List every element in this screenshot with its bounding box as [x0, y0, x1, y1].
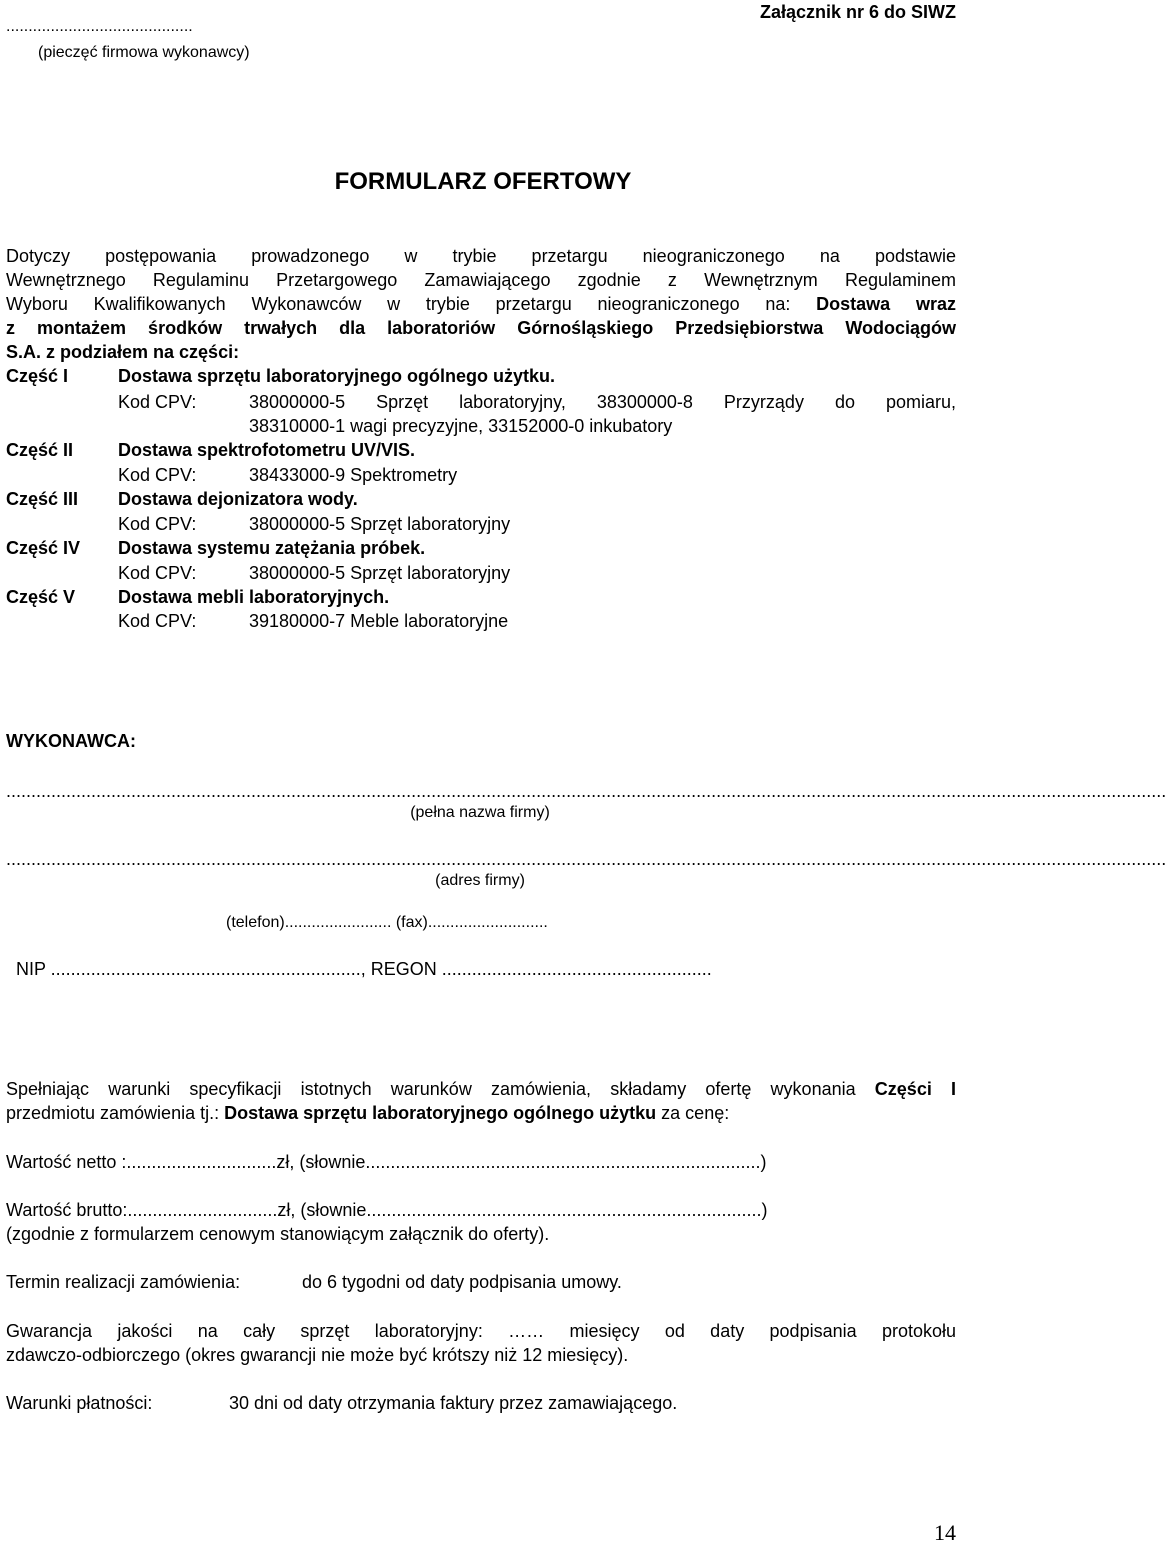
page-number: 14 [934, 1520, 956, 1545]
company-name-caption: (pełna nazwa firmy) [410, 804, 550, 821]
warranty-line-2: zdawczo-odbiorczego (okres gwarancji nie może być krótszy niż 12 miesięcy). [6, 1345, 629, 1365]
part-2-cpv: 38433000-9 Spektrometry [249, 465, 458, 485]
payment-label: Warunki płatności: [6, 1393, 153, 1413]
offer-line-1-normal: Spełniając warunki specyfikacji istotnych warunków zamówienia, składamy ofertę wykonania [6, 1079, 856, 1099]
part-3-title: Dostawa dejonizatora wody. [118, 489, 358, 509]
part-4-label: Część IV [6, 538, 81, 558]
phone-fax-field[interactable]: (telefon)........................ (fax)........................... [226, 914, 548, 931]
net-value-field[interactable]: Wartość netto :..............................zł, (słownie...............................................................................) [6, 1152, 767, 1172]
part-4-cpv-label: Kod CPV: [118, 563, 197, 583]
stamp-dots: .......................................... [6, 18, 193, 35]
gross-note: (zgodnie z formularzem cenowym stanowiącym załącznik do oferty). [6, 1224, 550, 1244]
payment-value: 30 dni od daty otrzymania faktury przez zamawiającego. [229, 1393, 678, 1413]
offer-line-2-normal: przedmiotu zamówienia tj.: [6, 1103, 220, 1123]
intro-line-1: Dotyczy postępowania prowadzonego w trybie przetargu nieograniczonego na podstawie [6, 246, 956, 266]
part-4-cpv: 38000000-5 Sprzęt laboratoryjny [249, 563, 511, 583]
part-3-label: Część III [6, 489, 79, 509]
part-1-cpv-label: Kod CPV: [118, 392, 197, 412]
gross-value-field[interactable]: Wartość brutto:..............................zł, (słownie...............................................................................) [6, 1200, 768, 1220]
part-1-cpv: 38000000-5 Sprzęt laboratoryjny, 38300000-8 Przyrządy do pomiaru, [249, 392, 956, 412]
page-title: FORMULARZ OFERTOWY [334, 168, 632, 195]
offer-line-1 [6, 1079, 956, 1100]
part-1-label: Część I [6, 366, 69, 386]
part-5-label: Część V [6, 587, 76, 607]
part-2-label: Część II [6, 440, 74, 460]
intro-line-4: z montażem środków trwałych dla laboratoriów Górnośląskiego Przedsiębiorstwa Wodociągów [6, 318, 956, 338]
part-5-title: Dostawa mebli laboratoryjnych. [118, 587, 390, 607]
nip-regon-field[interactable]: NIP .............................................................., REGON ...................................................... [16, 959, 712, 979]
part-1-cpv-2: 38310000-1 wagi precyzyjne, 33152000-0 inkubatory [249, 416, 673, 436]
stamp-caption: (pieczęć firmowa wykonawcy) [38, 44, 250, 61]
offer-line-2-bold: Dostawa sprzętu laboratoryjnego ogólnego użytku [224, 1103, 657, 1123]
part-1-title: Dostawa sprzętu laboratoryjnego ogólnego użytku. [118, 366, 556, 386]
company-address-field[interactable]: ........................................................................................................................................................................................................................................ [6, 849, 1166, 869]
part-3-cpv-label: Kod CPV: [118, 514, 197, 534]
part-2-cpv-label: Kod CPV: [118, 465, 197, 485]
part-5-cpv: 39180000-7 Meble laboratoryjne [249, 611, 509, 631]
contractor-heading: WYKONAWCA: [6, 731, 136, 751]
part-4-title: Dostawa systemu zatężania próbek. [118, 538, 426, 558]
intro-line-3-normal: Wyboru Kwalifikowanych Wykonawców w trybie przetargu nieograniczonego na: [6, 294, 791, 314]
term-label: Termin realizacji zamówienia: [6, 1272, 241, 1292]
part-2-title: Dostawa spektrofotometru UV/VIS. [118, 440, 416, 460]
part-3-cpv: 38000000-5 Sprzęt laboratoryjny [249, 514, 511, 534]
part-5-cpv-label: Kod CPV: [118, 611, 197, 631]
intro-line-3-bold: Dostawa wraz [816, 294, 956, 314]
offer-line-2-tail: za cenę: [661, 1103, 730, 1123]
intro-line-2: Wewnętrznego Regulaminu Przetargowego Zamawiającego zgodnie z Wewnętrznym Regulaminem [6, 270, 956, 290]
intro-line-3 [6, 294, 956, 315]
annex-label: Załącznik nr 6 do SIWZ [759, 2, 956, 22]
warranty-line-1: Gwarancja jakości na cały sprzęt laboratoryjny: …… miesięcy od daty podpisania protokołu [6, 1321, 956, 1341]
intro-line-5: S.A. z podziałem na części: [6, 342, 240, 362]
offer-line-1-bold: Części I [874, 1079, 956, 1099]
offer-line-2 [6, 1103, 729, 1124]
company-name-field[interactable]: ........................................................................................................................................................................................................................................ [6, 781, 1166, 801]
term-value: do 6 tygodni od daty podpisania umowy. [302, 1272, 622, 1292]
company-address-caption: (adres firmy) [435, 872, 525, 889]
